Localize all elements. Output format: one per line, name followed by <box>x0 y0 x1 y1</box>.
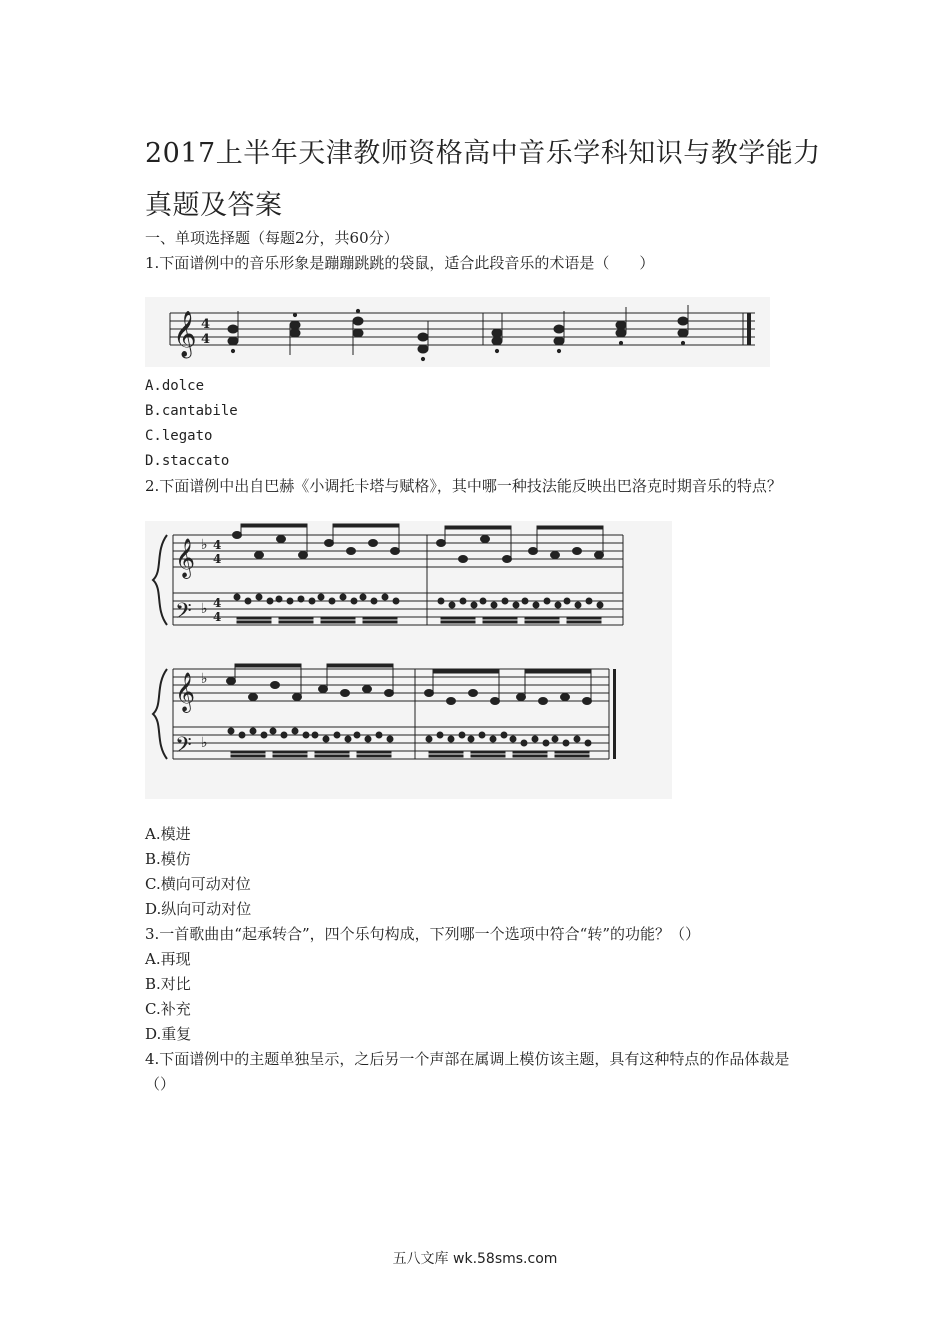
question-2-stem: 2.下面谱例中出自巴赫《小调托卡塔与赋格》，其中哪一种技法能反映出巴洛克时期音乐的特点？ <box>145 477 782 495</box>
question-3-stem: 3.一首歌曲由“起承转合”，四个乐句构成，下列哪一个选项中符合“转”的功能？（） <box>145 925 700 943</box>
bass-clef-icon: 𝄢 <box>175 733 192 763</box>
question-2-option-b: B.模仿 <box>145 850 191 868</box>
flat-key-signature-icon: ♭ <box>201 601 208 617</box>
time-signature-bottom: 4 <box>201 332 211 347</box>
question-1-stem: 1.下面谱例中的音乐形象是蹦蹦跳跳的袋鼠，适合此段音乐的术语是（ ） <box>145 254 655 272</box>
question-1-option-c: C.legato <box>145 428 213 444</box>
treble-clef-icon: 𝄞 <box>173 311 197 357</box>
time-signature-bottom: 4 <box>213 552 222 566</box>
section-heading: 一、单项选择题（每题2分，共60分） <box>145 229 399 247</box>
treble-clef-icon: 𝄞 <box>175 538 196 578</box>
flat-key-signature-icon: ♭ <box>201 537 208 553</box>
time-signature-bottom: 4 <box>213 610 222 624</box>
flat-key-signature-icon: ♭ <box>201 735 208 751</box>
page-title: 2017上半年天津教师资格高中音乐学科知识与教学能力真题及答案 <box>145 138 821 221</box>
question-2-score <box>145 521 672 799</box>
question-4-stem: 4.下面谱例中的主题单独呈示，之后另一个声部在属调上模仿该主题，具有这种特点的作品体裁是（） <box>145 1050 790 1093</box>
question-3-option-a: A.再现 <box>145 950 191 968</box>
time-signature-top: 4 <box>213 538 222 552</box>
time-signature-top: 4 <box>213 596 222 610</box>
flat-key-signature-icon: ♭ <box>201 671 208 687</box>
question-3-option-b: B.对比 <box>145 975 191 993</box>
time-signature-top: 4 <box>201 317 211 332</box>
question-1-score <box>145 297 770 367</box>
question-2-option-d: D.纵向可动对位 <box>145 900 252 918</box>
question-1-option-a: A.dolce <box>145 378 205 394</box>
question-2-option-a: A.模进 <box>145 825 191 843</box>
question-3-option-c: C.补充 <box>145 1000 191 1018</box>
treble-clef-icon: 𝄞 <box>175 672 196 712</box>
page-footer: 五八文库 wk.58sms.com <box>392 1251 558 1267</box>
grand-staff-lines <box>153 535 623 759</box>
question-1-option-b: B.cantabile <box>145 403 238 419</box>
question-2-option-c: C.横向可动对位 <box>145 875 251 893</box>
question-3-option-d: D.重复 <box>145 1025 192 1043</box>
question-1-option-d: D.staccato <box>145 453 230 469</box>
bass-clef-icon: 𝄢 <box>175 599 192 629</box>
